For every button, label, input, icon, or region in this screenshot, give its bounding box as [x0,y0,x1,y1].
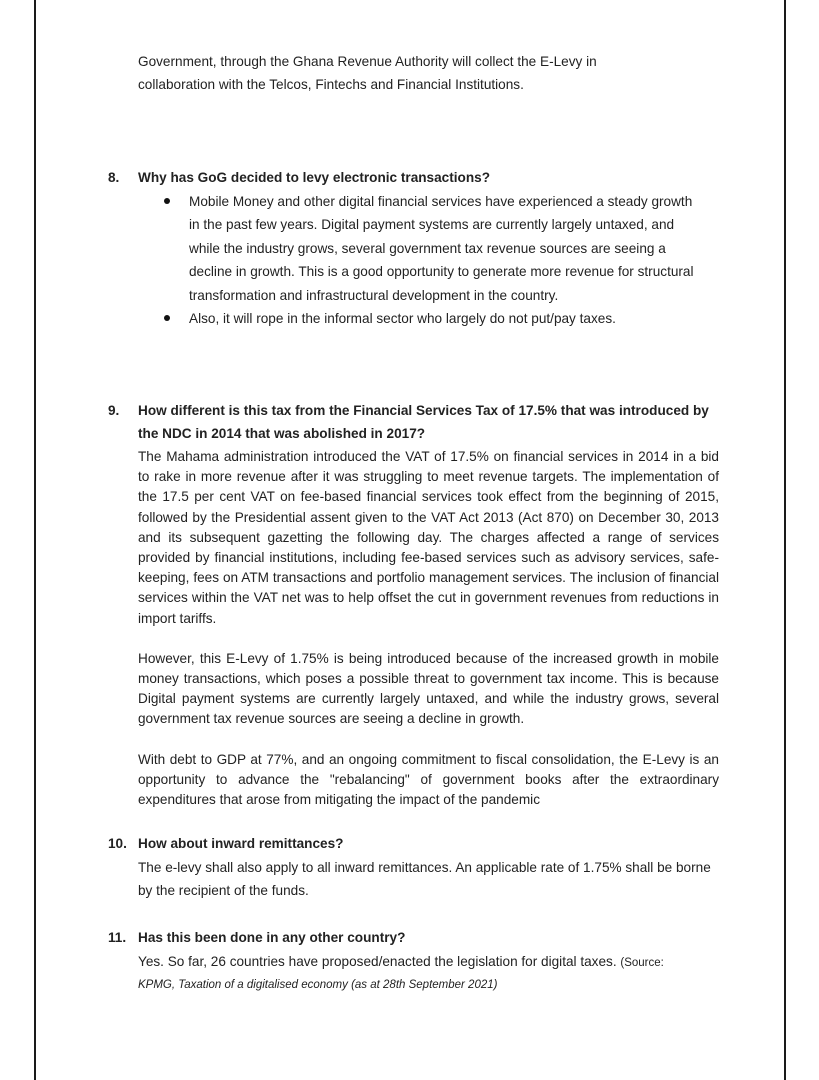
page-border-left [34,0,36,1080]
bullet-icon [164,198,170,204]
intro-line-2: collaboration with the Telcos, Fintechs and Financial Institutions. [138,77,524,93]
list-item [164,307,704,330]
q9-answer [138,447,719,810]
question-8 [108,166,748,190]
bullet-icon [164,315,170,321]
bullet-text: Also, it will rope in the informal sector who largely do not put/pay taxes. [189,311,616,327]
q11-answer-text: Yes. So far, 26 countries have proposed/enacted the legislation for digital taxes. [138,954,617,969]
q9-paragraph-3: With debt to GDP at 77%, and an ongoing commitment to fiscal consolidation, the E-Levy is an opportunity to advance the "rebalancing" of government books after the extraordinary expenditures that arose from mitigating the impact of the pandemic [138,751,719,808]
intro-line-1: Government, through the Ghana Revenue Authority will collect the E-Levy in [138,54,597,69]
q9-paragraph-2: However, this E-Levy of 1.75% is being introduced because of the increased growth in mobile money transactions, which poses a possible threat to government tax income. This is because Digital payment systems are currently largely untaxed, and while the industry grows, several government tax revenue sources are seeing a decline in growth. [138,650,719,727]
list-item [164,190,704,307]
question-11 [108,926,748,950]
question-10 [108,832,748,856]
question-text: Has this been done in any other country? [138,930,406,945]
q11-answer [138,950,738,995]
question-number: 10. [108,836,127,851]
question-9 [108,399,748,447]
question-text: How different is this tax from the Financial Services Tax of 17.5% that was introduced by the NDC in 2014 that was abolished in 2017? [138,403,709,442]
intro-paragraph [138,50,738,97]
q8-bullet-list [164,190,704,330]
q10-answer-text: The e-levy shall also apply to all inward remittances. An applicable rate of 1.75% shall be borne by the recipient of the funds. [138,860,711,899]
question-text: How about inward remittances? [138,836,344,851]
question-number: 8. [108,170,120,185]
question-number: 11. [108,930,127,945]
q10-answer [138,856,728,903]
q11-answer-line [138,950,738,975]
question-number: 9. [108,403,120,418]
question-text: Why has GoG decided to levy electronic transactions? [138,170,491,185]
source-label: (Source: [620,957,664,969]
source-citation: KPMG, Taxation of a digitalised economy (as at 28th September 2021) [138,979,498,992]
bullet-text: Mobile Money and other digital financial services have experienced a steady growth in the past few years. Digital payment systems are currently largely untaxed, and while the industry grows, several government tax revenue sources are seeing a decline in growth. This is a good opportunity to generate more revenue for structural transformation and infrastructural development in the country. [189,194,694,303]
q9-paragraph-1: The Mahama administration introduced the VAT of 17.5% on financial services in 2014 in a bid to rake in more revenue after it was struggling to meet revenue targets. The implementation of the 17.5 per cent VAT on fee-based financial services took effect from the beginning of 2015, followed by the Presidential assent given to the VAT Act 2013 (Act 870) on December 30, 2013 and its subsequent gazetting the following day. The charges affected a range of services provided by financial institutions, including fee-based services such as advisory services, safe-keeping, fees on ATM transactions and portfolio management services. The inclusion of financial services within the VAT net was to help offset the cut in government revenues from reductions in import tariffs. [138,449,719,626]
page-border-right [784,0,786,1080]
